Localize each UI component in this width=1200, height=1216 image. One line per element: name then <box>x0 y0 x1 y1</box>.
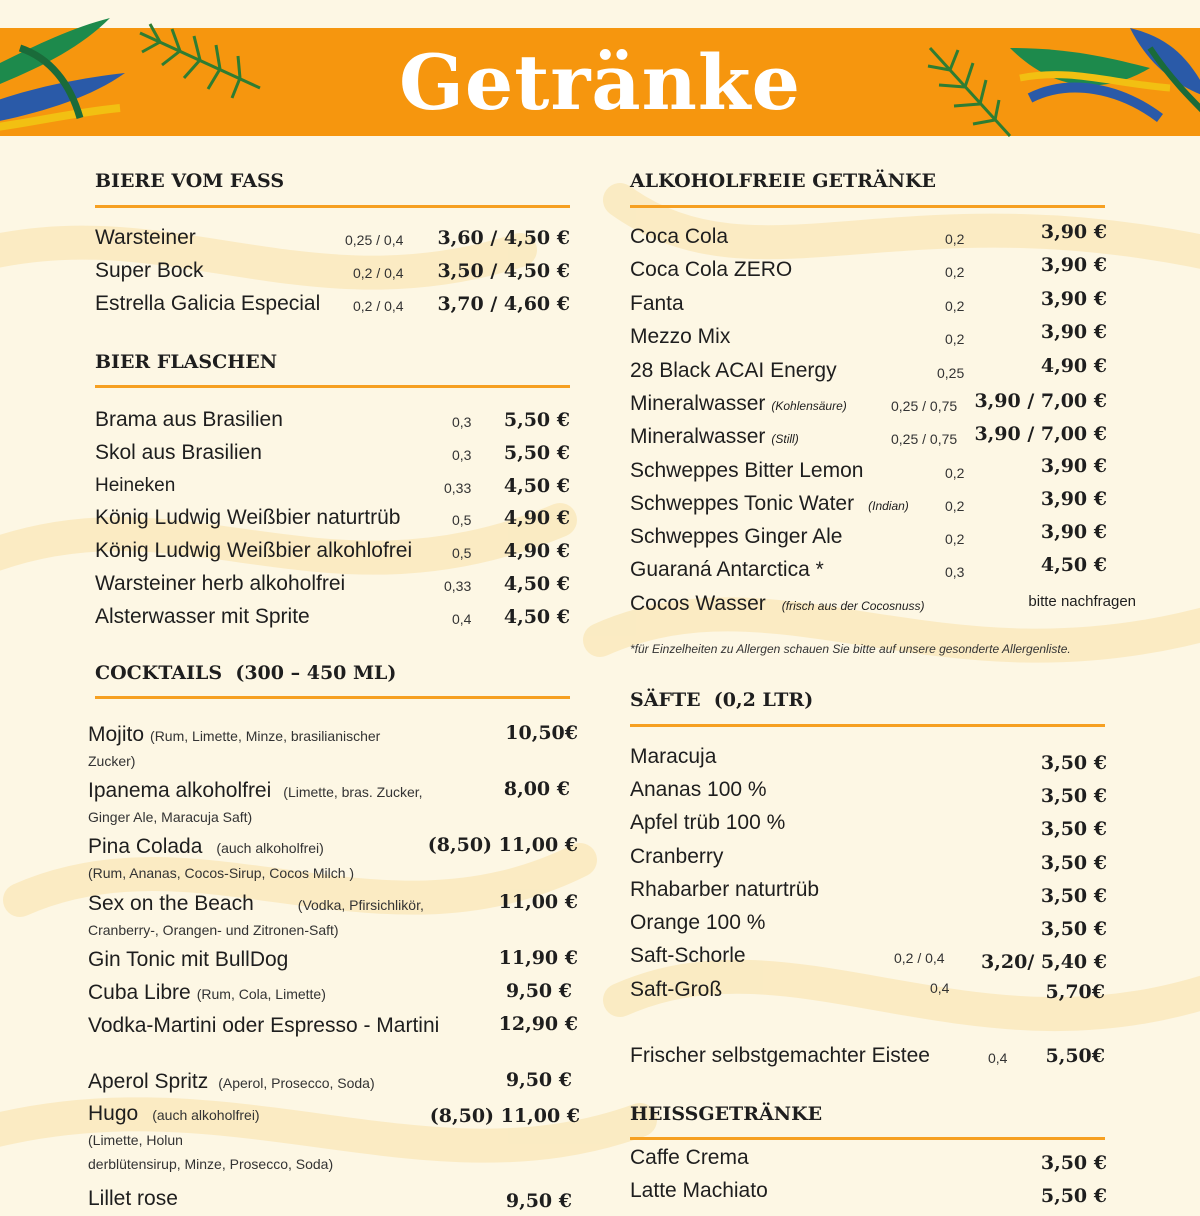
item-price: 3,50 € <box>1040 1152 1107 1174</box>
item-price: 9,50 € <box>505 1069 572 1091</box>
item-price: 5,50 € <box>1040 1185 1107 1207</box>
menu-item <box>630 322 1107 352</box>
item-price: (8,50) 11,00 € <box>427 834 578 856</box>
section-divider <box>630 1137 1105 1140</box>
item-name: Hugo <box>88 1102 139 1125</box>
cocktail-item <box>88 1013 578 1039</box>
item-volume: 0,4 <box>930 980 950 996</box>
item-volume: 0,33 <box>444 578 472 594</box>
item-price: 5,50 € <box>503 442 570 464</box>
menu-item <box>630 222 1107 252</box>
item-name: Rhabarber naturtrüb <box>630 878 820 901</box>
item-name: König Ludwig Weißbier alkohlofrei <box>95 539 413 562</box>
menu-item <box>630 775 1107 805</box>
item-price: 3,90 € <box>1040 488 1107 510</box>
item-price: 12,90 € <box>498 1013 578 1035</box>
item-name: Aperol Spritz <box>88 1070 209 1093</box>
item-name: Alsterwasser mit Sprite <box>95 605 310 628</box>
item-price: 3,90 / 7,00 € <box>974 390 1107 412</box>
item-price: 3,50 € <box>1040 818 1107 840</box>
cocktail-item-cutoff <box>88 1186 572 1212</box>
item-name: Warsteiner <box>95 226 196 249</box>
item-price: 3,90 / 7,00 € <box>974 423 1107 445</box>
item-name: Saft-Groß <box>630 978 723 1001</box>
menu-item <box>630 356 1107 386</box>
item-name: Cranberry <box>630 845 724 868</box>
item-name <box>630 589 924 621</box>
item-price: 9,50 € <box>505 1190 572 1212</box>
section-heading-biere-vom-fass: BIERE VOM FASS <box>95 170 285 192</box>
menu-item <box>630 1041 1105 1071</box>
item-name: Caffe Crema <box>630 1146 749 1169</box>
menu-item <box>95 256 570 286</box>
cocktail-item <box>88 891 578 942</box>
cocktail-item <box>88 1069 572 1096</box>
item-note: (Kohlensäure) <box>771 399 847 413</box>
item-price: 4,50 € <box>503 475 570 497</box>
item-price: 3,50 € <box>1040 852 1107 874</box>
item-note: (Rum, Ananas, Cocos-Sirup, Cocos Milch ) <box>88 865 355 881</box>
menu-item <box>630 742 1107 772</box>
cocktail-item <box>88 722 578 773</box>
menu-item <box>630 1176 1107 1206</box>
item-name: Brama aus Brasilien <box>95 408 283 431</box>
item-volume: 0,3 <box>452 414 472 430</box>
item-volume: 0,2 / 0,4 <box>894 950 945 966</box>
item-volume: 0,2 / 0,4 <box>353 265 404 281</box>
menu-item <box>630 389 1107 419</box>
item-volume: 0,2 <box>945 531 965 547</box>
item-name <box>630 389 847 421</box>
item-price: 11,90 € <box>498 947 578 969</box>
item-volume: 0,25 <box>937 365 965 381</box>
item-volume: 0,3 <box>945 564 965 580</box>
item-volume: 0,25 / 0,75 <box>891 398 958 414</box>
menu-item <box>630 908 1107 938</box>
item-volume: 0,25 / 0,4 <box>345 232 404 248</box>
item-name: Ipanema alkoholfrei <box>88 779 272 802</box>
item-name: Ananas 100 % <box>630 778 767 801</box>
item-price: 4,90 € <box>1040 355 1107 377</box>
item-price: 4,50 € <box>1040 554 1107 576</box>
menu-item <box>630 975 1105 1005</box>
menu-item <box>630 289 1107 319</box>
item-volume: 0,5 <box>452 545 472 561</box>
item-name: Mojito <box>88 723 145 746</box>
menu-item <box>630 1143 1107 1173</box>
section-divider <box>95 696 570 699</box>
item-volume: 0,2 <box>945 264 965 280</box>
item-volume: 0,2 <box>945 331 965 347</box>
page-title: Getränke <box>399 37 801 127</box>
item-name: Cuba Libre <box>88 981 191 1004</box>
item-note: (frisch aus der Cocosnuss) <box>781 599 925 613</box>
item-name-text: Mineralwasser <box>630 392 766 415</box>
item-price: 5,50€ <box>1045 1045 1105 1067</box>
item-price: 3,50 € <box>1040 752 1107 774</box>
item-name <box>630 422 799 454</box>
item-name: Saft-Schorle <box>630 944 746 967</box>
item-name: Vodka-Martini oder Espresso - Martini <box>88 1014 440 1037</box>
item-note: (Rum, Cola, Limette) <box>196 986 326 1002</box>
item-name: Schweppes Ginger Ale <box>630 525 843 548</box>
item-note: (Still) <box>771 432 799 446</box>
item-price: 10,50€ <box>505 722 578 744</box>
section-heading-heissgetraenke: HEISSGETRÄNKE <box>630 1103 823 1125</box>
item-volume: 0,25 / 0,75 <box>891 431 958 447</box>
cocktail-item <box>88 778 570 829</box>
item-note: Cranberry-, Orangen- und Zitronen-Saft) <box>88 922 339 938</box>
section-heading-cocktails: COCKTAILS (300 – 450 ML) <box>95 662 397 684</box>
item-note: (Indian) <box>868 499 909 513</box>
item-name: König Ludwig Weißbier naturtrüb <box>95 506 401 529</box>
item-price: 4,50 € <box>503 606 570 628</box>
item-name: Orange 100 % <box>630 911 766 934</box>
item-price: 3,20/ 5,40 € <box>981 951 1107 973</box>
menu-item <box>630 941 1107 971</box>
menu-item <box>95 569 570 599</box>
cocktail-item <box>88 834 578 885</box>
item-note: (auch alkoholfrei) <box>216 840 324 856</box>
item-price: 9,50 € <box>505 980 572 1002</box>
item-name: Warsteiner herb alkoholfrei <box>95 572 346 595</box>
menu-item <box>630 808 1107 838</box>
allergen-footnote: *für Einzelheiten zu Allergen schauen Sie bitte auf unsere gesonderte Allergenliste. <box>630 642 1071 656</box>
item-volume: 0,33 <box>444 480 472 496</box>
item-name: Coca Cola ZERO <box>630 258 793 281</box>
item-price: (8,50) 11,00 € <box>429 1105 580 1127</box>
menu-item <box>95 503 570 533</box>
menu-item <box>630 842 1107 872</box>
item-name: Guaraná Antarctica * <box>630 558 824 581</box>
item-name: Apfel trüb 100 % <box>630 811 786 834</box>
item-price: 3,90 € <box>1040 455 1107 477</box>
menu-item <box>95 438 570 468</box>
menu-item <box>95 289 570 319</box>
menu-item <box>95 405 570 435</box>
item-volume: 0,4 <box>452 611 472 627</box>
item-note: (Limette, Holun <box>88 1132 183 1148</box>
menu-item <box>95 223 570 253</box>
item-name: Pina Colada <box>88 835 203 858</box>
section-divider <box>630 205 1105 208</box>
section-heading-alkoholfreie: ALKOHOLFREIE GETRÄNKE <box>630 170 937 192</box>
cocktail-item <box>88 947 578 973</box>
menu-item <box>630 422 1107 452</box>
menu-item <box>95 471 570 501</box>
item-note: derblütensirup, Minze, Prosecco, Soda) <box>88 1156 334 1172</box>
item-name: Super Bock <box>95 259 204 282</box>
item-name-text: Schweppes Tonic Water <box>630 492 855 515</box>
item-price: 3,50 / 4,50 € <box>437 260 570 282</box>
item-name: Estrella Galicia Especial <box>95 292 321 315</box>
item-price: 3,70 / 4,60 € <box>437 293 570 315</box>
item-price: bitte nachfragen <box>1028 593 1136 610</box>
menu-item <box>95 602 570 632</box>
cocktail-item <box>88 1101 580 1176</box>
menu-item <box>630 255 1107 285</box>
item-name: Lillet rose <box>88 1187 178 1210</box>
item-volume: 0,2 <box>945 465 965 481</box>
item-name: Frischer selbstgemachter Eistee <box>630 1044 930 1067</box>
item-name: Heineken <box>95 475 176 496</box>
item-name: 28 Black ACAI Energy <box>630 359 837 382</box>
item-name: Gin Tonic mit BullDog <box>88 948 289 971</box>
section-heading-bier-flaschen: BIER FLASCHEN <box>95 351 278 373</box>
section-divider <box>630 724 1105 727</box>
item-volume: 0,2 <box>945 498 965 514</box>
item-price: 5,70€ <box>1045 981 1105 1003</box>
item-volume: 0,3 <box>452 447 472 463</box>
item-price: 4,90 € <box>503 507 570 529</box>
item-price: 5,50 € <box>503 409 570 431</box>
item-price: 3,50 € <box>1040 918 1107 940</box>
section-divider <box>95 385 570 388</box>
menu-item <box>630 875 1107 905</box>
item-note: (auch alkoholfrei) <box>152 1107 260 1123</box>
palm-leaf-icon <box>910 38 1020 136</box>
item-note: Ginger Ale, Maracuja Saft) <box>88 809 253 825</box>
item-name <box>630 489 909 521</box>
item-name-text: Cocos Wasser <box>630 592 766 615</box>
item-name-text: Mineralwasser <box>630 425 766 448</box>
item-price: 4,90 € <box>503 540 570 562</box>
item-price: 3,50 € <box>1040 885 1107 907</box>
menu-item <box>630 589 1136 619</box>
item-price: 3,50 € <box>1040 785 1107 807</box>
item-name: Mezzo Mix <box>630 325 731 348</box>
item-price: 11,00 € <box>498 891 578 913</box>
item-price: 3,90 € <box>1040 254 1107 276</box>
item-name: Latte Machiato <box>630 1179 768 1202</box>
item-name: Skol aus Brasilien <box>95 441 262 464</box>
item-name: Fanta <box>630 292 684 315</box>
item-price: 3,90 € <box>1040 288 1107 310</box>
item-volume: 0,5 <box>452 512 472 528</box>
header-banner <box>0 28 1200 136</box>
item-name: Schweppes Bitter Lemon <box>630 459 864 482</box>
menu-item <box>630 456 1107 486</box>
item-note: (Limette, bras. Zucker, <box>283 784 423 800</box>
tropical-leaves-icon <box>1010 28 1200 136</box>
item-volume: 0,2 / 0,4 <box>353 298 404 314</box>
item-note: (Rum, Limette, Minze, brasilianischer <box>150 728 381 744</box>
item-volume: 0,4 <box>988 1050 1008 1066</box>
item-note: Zucker) <box>88 753 136 769</box>
item-price: 3,60 / 4,50 € <box>437 227 570 249</box>
item-price: 3,90 € <box>1040 321 1107 343</box>
menu-item <box>630 489 1107 519</box>
section-divider <box>95 205 570 208</box>
menu-item <box>95 536 570 566</box>
section-heading-saefte: SÄFTE (0,2 LTR) <box>630 689 814 711</box>
item-price: 8,00 € <box>503 778 570 800</box>
cocktail-item <box>88 980 572 1007</box>
item-volume: 0,2 <box>945 298 965 314</box>
item-price: 4,50 € <box>503 573 570 595</box>
item-price: 3,90 € <box>1040 521 1107 543</box>
item-volume: 0,2 <box>945 231 965 247</box>
menu-item <box>630 555 1107 585</box>
item-name: Sex on the Beach <box>88 892 254 915</box>
item-price: 3,90 € <box>1040 221 1107 243</box>
menu-item <box>630 522 1107 552</box>
item-note: (Aperol, Prosecco, Soda) <box>218 1075 375 1091</box>
item-name: Maracuja <box>630 745 717 768</box>
item-name: Coca Cola <box>630 225 729 248</box>
item-note: (Vodka, Pfirsichlikör, <box>297 897 424 913</box>
